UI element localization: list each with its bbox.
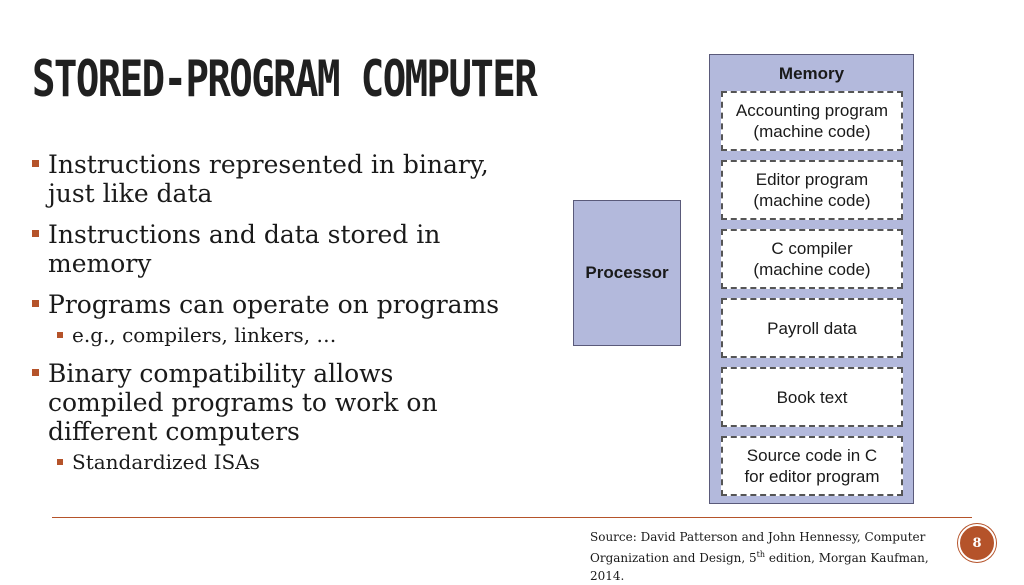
source-superscript: th (756, 550, 766, 559)
bullet-item: Instructions represented in binary, just like data (30, 150, 500, 208)
bullet-item (30, 290, 500, 347)
page-number: 8 (972, 535, 982, 551)
source-text: Source: David Patterson and John Hennessy, Computer Organization and Design, 5 (590, 530, 926, 565)
processor-box (573, 200, 681, 346)
source-text-end: edition, Morgan Kaufman, 2014. (590, 551, 929, 583)
memory-block-payroll-data: Payroll data (721, 298, 903, 358)
memory-block-editor-program: Editor program (machine code) (721, 160, 903, 220)
footer-divider (52, 517, 972, 518)
page-number-badge (958, 524, 996, 562)
processor-label: Processor (585, 263, 669, 282)
source-citation (590, 528, 960, 585)
bullet-list (30, 150, 500, 486)
memory-block-accounting-program: Accounting program (machine code) (721, 91, 903, 151)
memory-block-source-code: Source code in C for editor program (721, 436, 903, 496)
slide-title: STORED-PROGRAM COMPUTER (32, 50, 537, 108)
memory-box (709, 54, 914, 504)
memory-block-c-compiler: C compiler (machine code) (721, 229, 903, 289)
memory-label: Memory (778, 64, 845, 83)
bullet-text: Programs can operate on programs (48, 290, 500, 319)
sub-bullet-item: e.g., compilers, linkers, … (48, 323, 500, 347)
bullet-text: Binary compatibility allows compiled programs to work on different computers (48, 359, 438, 446)
memory-block-book-text: Book text (721, 367, 903, 427)
bullet-item: Instructions and data stored in memory (30, 220, 500, 278)
bullet-item (30, 359, 500, 474)
sub-bullet-item: Standardized ISAs (48, 450, 500, 474)
